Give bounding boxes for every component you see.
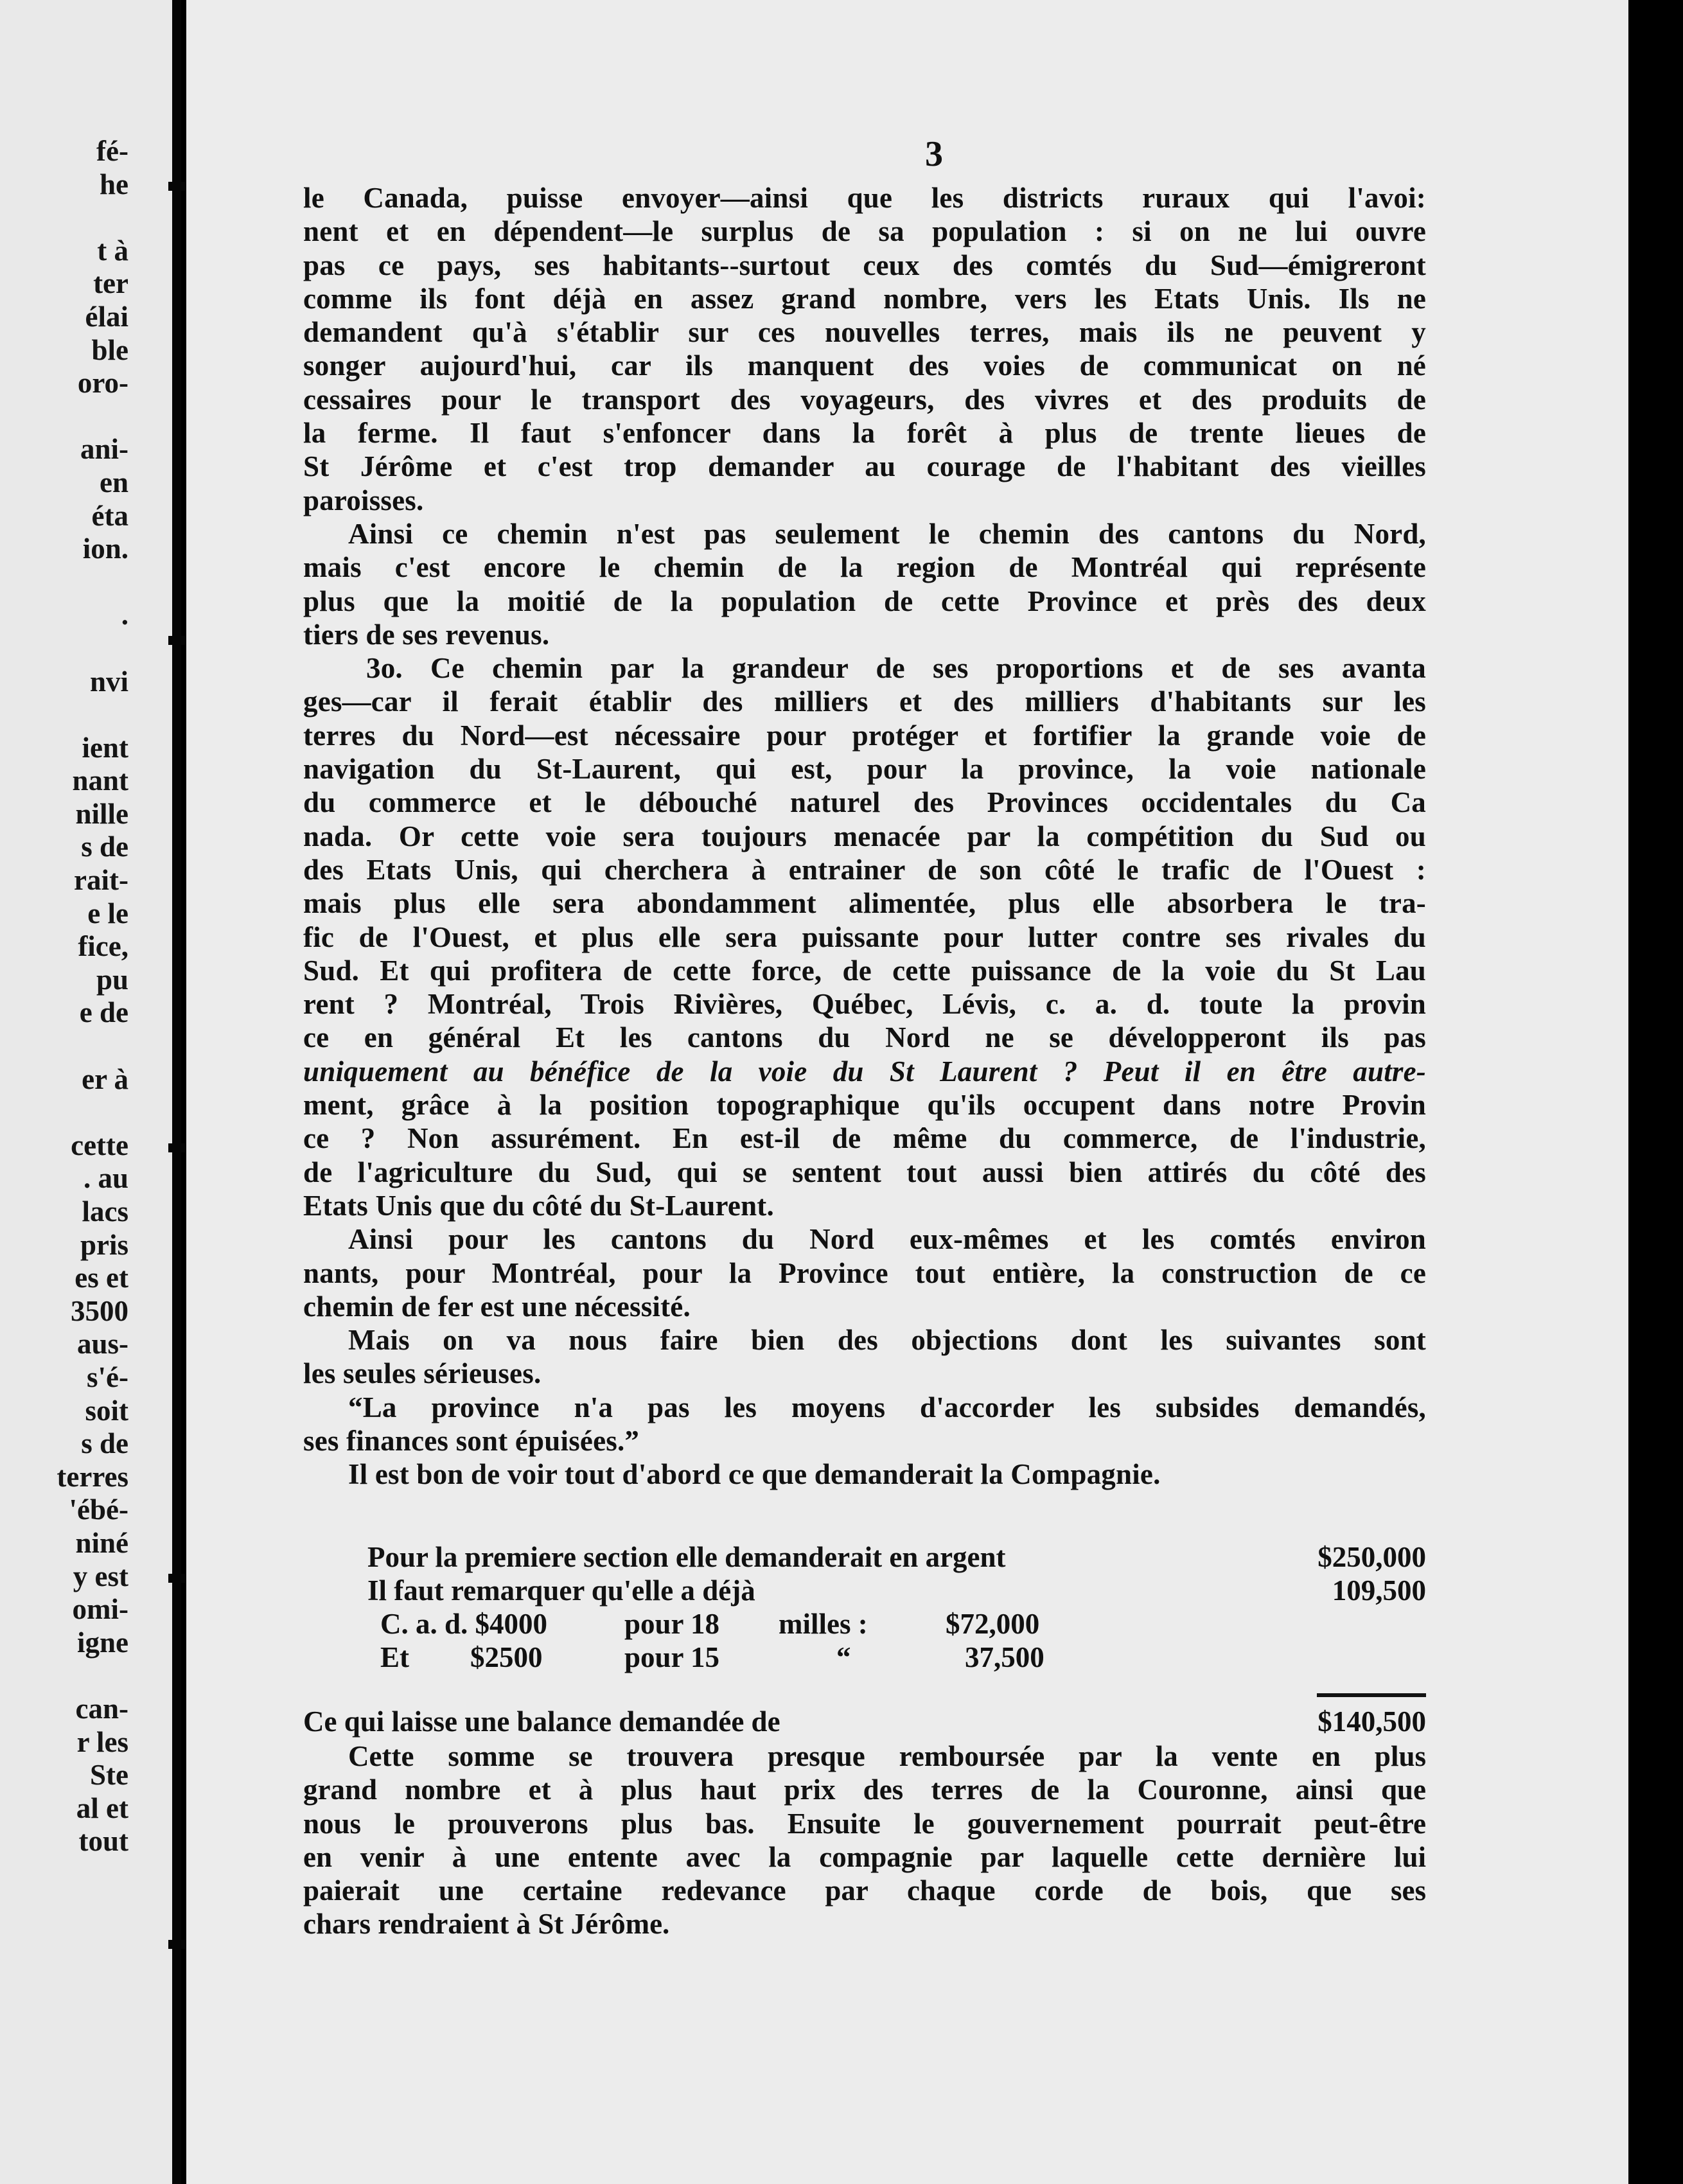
fragment-line: can- <box>75 1692 128 1725</box>
binding-tick <box>168 1940 185 1949</box>
ditto-mark: “ <box>836 1641 851 1673</box>
fragment-line <box>6 698 128 732</box>
facing-page-fragment <box>0 0 173 2184</box>
text-line: Sud. Et qui profitera de cette force, de cette puissance de la voie du St Lau <box>303 954 1426 987</box>
text-line: pas ce pays, ses habitants--surtout ceux des comtés du Sud—émigreront <box>303 249 1426 281</box>
text-line: de l'agriculture du Sud, qui se sentent tout aussi bien attirés du côté des <box>303 1156 1426 1188</box>
fragment-line: ter <box>93 267 128 300</box>
balance-row <box>303 1705 1426 1738</box>
text-line: navigation du St-Laurent, qui est, pour la province, la voie nationale <box>303 753 1426 786</box>
text-line: paierait une certaine redevance par chaque corde de bois, que ses <box>303 1874 1426 1907</box>
fragment-line: oro- <box>77 367 128 400</box>
text-line: fic de l'Ouest, et plus elle sera puissante pour lutter contre ses rivales du <box>303 920 1426 953</box>
fragment-line: terres <box>57 1460 128 1493</box>
binding-tick <box>168 1143 185 1152</box>
fragment-line: élai <box>85 300 128 333</box>
text-line: Mais on va nous faire bien des objections dont les suivantes sont <box>348 1324 1426 1357</box>
fragment-line <box>6 566 128 599</box>
text-line: 3o. Ce chemin par la grandeur de ses proportions et de ses avanta <box>366 652 1426 685</box>
text-line: paroisses. <box>303 484 424 516</box>
text-line: Ainsi ce chemin n'est pas seulement le chemin des cantons du Nord, <box>348 517 1426 550</box>
fragment-line: éta <box>91 499 128 532</box>
fragment-line: he <box>100 168 128 200</box>
account-row <box>303 1641 1426 1674</box>
account-detail: milles : <box>779 1608 868 1640</box>
fragment-line: aus- <box>76 1328 128 1361</box>
fragment-line: 'ébé- <box>69 1493 128 1526</box>
fragment-line: s de <box>81 831 128 863</box>
text-line: comme ils font déjà en assez grand nombre, vers les Etats Unis. Ils ne <box>303 282 1426 315</box>
text-line: du commerce et le débouché naturel des Provinces occidentales du Ca <box>303 786 1426 819</box>
fragment-line <box>6 1030 128 1063</box>
fragment-line <box>6 201 128 234</box>
text-line: cessaires pour le transport des voyageurs, des vivres et des produits de <box>303 383 1426 416</box>
fragment-line: r les <box>76 1725 128 1758</box>
account-amount: $250,000 <box>1317 1541 1426 1573</box>
text-line: terres du Nord—est nécessaire pour protéger et fortifier la grande voie de <box>303 719 1426 752</box>
text-line: plus que la moitié de la population de cette Province et près des deux <box>303 585 1426 617</box>
fragment-line: fé- <box>96 135 128 167</box>
account-label: Pour la premiere section elle demanderait en argent <box>367 1541 1006 1573</box>
fragment-line: . au <box>83 1162 128 1195</box>
closing-paragraph <box>303 1739 1426 1941</box>
text-line: les seules sérieuses. <box>303 1357 542 1390</box>
text-line: ce en général Et les cantons du Nord ne se développeront ils pas <box>303 1021 1426 1054</box>
text-line: rent ? Montréal, Trois Rivières, Québec, Lévis, c. a. d. toute la provin <box>303 988 1426 1021</box>
text-line: Cette somme se trouvera presque remboursée par la vente en plus <box>348 1740 1426 1772</box>
page <box>186 0 1628 2184</box>
text-line: le Canada, puisse envoyer—ainsi que les districts ruraux qui l'avoi: <box>303 182 1426 214</box>
text-line: mais plus elle sera abondamment alimentée, plus elle absorbera le tra- <box>303 887 1426 920</box>
fragment-line <box>6 1096 128 1129</box>
text-line: nent et en dépendent—le surplus de sa population : si on ne lui ouvre <box>303 215 1426 248</box>
account-detail: pour 18 <box>624 1608 719 1640</box>
body-text <box>303 181 1426 1492</box>
fragment-line: ani- <box>80 433 128 466</box>
text-line: demandent qu'à s'établir sur ces nouvelles terres, mais ils ne peuvent y <box>303 316 1426 349</box>
text-line: chemin de fer est une nécessité. <box>303 1290 691 1323</box>
account-detail: pour 15 <box>624 1641 719 1673</box>
fragment-line <box>6 632 128 665</box>
fragment-line: al et <box>76 1792 128 1824</box>
fragment-line: t à <box>97 234 128 267</box>
fragment-line <box>6 400 128 434</box>
scan-border <box>1628 0 1683 2184</box>
fragment-line: y est <box>73 1560 128 1592</box>
text-line: ce ? Non assurément. En est-il de même du commerce, de l'industrie, <box>303 1122 1426 1155</box>
text-line: chars rendraient à St Jérôme. <box>303 1908 670 1941</box>
account-detail: $2500 <box>470 1641 543 1673</box>
fragment-line: lacs <box>82 1195 128 1228</box>
account-detail: Et <box>380 1641 409 1673</box>
fragment-line <box>6 1659 128 1693</box>
fragment-line: tout <box>78 1825 128 1858</box>
fragment-line: niné <box>75 1526 128 1559</box>
binding-tick <box>168 636 185 645</box>
text-line: Il est bon de voir tout d'abord ce que demanderait la Compagnie. <box>348 1458 1161 1491</box>
text-line: tiers de ses revenus. <box>303 618 550 651</box>
fragment-line: igne <box>76 1626 128 1659</box>
text-line: la ferme. Il faut s'enfoncer dans la forêt à plus de trente lieues de <box>303 417 1426 450</box>
account-row <box>303 1540 1426 1574</box>
account-detail: C. a. d. $4000 <box>380 1608 548 1640</box>
binding-rule <box>172 0 181 2184</box>
text-line: Ainsi pour les cantons du Nord eux-mêmes et les comtés environ <box>348 1223 1426 1256</box>
text-line: grand nombre et à plus haut prix des terres de la Couronne, ainsi que <box>303 1774 1426 1806</box>
sum-rule <box>1317 1693 1426 1697</box>
fragment-line: 3500 <box>71 1294 128 1327</box>
fragment-line: rait- <box>74 864 128 897</box>
fragment-line: s'é- <box>87 1361 128 1393</box>
account-detail-amount: $72,000 <box>946 1608 1040 1640</box>
account-detail-amount: 37,500 <box>965 1641 1044 1673</box>
fragment-line: e le <box>87 897 128 929</box>
fragment-line: nille <box>75 797 128 830</box>
fragment-line: es et <box>75 1262 128 1294</box>
text-line: ment, grâce à la position topographique qu'ils occupent dans notre Provin <box>303 1089 1426 1122</box>
text-line: nous le prouverons plus bas. Ensuite le gouvernement pourrait peut-être <box>303 1807 1426 1840</box>
fragment-line: en <box>100 466 128 498</box>
fragment-line: pris <box>80 1228 128 1261</box>
account-row <box>303 1574 1426 1607</box>
fragment-line: omi- <box>72 1593 128 1626</box>
page-number: 3 <box>925 134 943 174</box>
text-line: uniquement au bénéfice de la voie du St Laurent ? Peut il en être autre- <box>303 1055 1426 1088</box>
fragment-line: ble <box>91 333 128 366</box>
text-line: ses finances sont épuisées.” <box>303 1424 640 1457</box>
binding-tick <box>168 1574 185 1583</box>
balance-amount: $140,500 <box>1317 1705 1426 1738</box>
text-line: “La province n'a pas les moyens d'accorder les subsides demandés, <box>348 1391 1426 1423</box>
binding-tick <box>168 182 185 191</box>
fragment-line: Ste <box>90 1759 128 1792</box>
text-line: Etats Unis que du côté du St-Laurent. <box>303 1189 774 1222</box>
fragment-line: . <box>121 599 128 631</box>
account-row <box>303 1607 1426 1641</box>
subsidy-accounts <box>303 1540 1426 1738</box>
fragment-line: cette <box>71 1129 128 1161</box>
text-line: ges—car il ferait établir des milliers et des milliers d'habitants sur les <box>303 685 1426 718</box>
fragment-line: soit <box>85 1394 128 1427</box>
text-line: nada. Or cette voie sera toujours menacée par la compétition du Sud ou <box>303 820 1426 852</box>
fragment-line: s de <box>81 1427 128 1460</box>
text-line: songer aujourd'hui, car ils manquent des voies de communicat on né <box>303 349 1426 382</box>
fragment-line: ion. <box>82 533 128 565</box>
account-amount: 109,500 <box>1332 1574 1426 1607</box>
balance-label: Ce qui laisse une balance demandée de <box>303 1705 780 1738</box>
fragment-line: ient <box>82 731 128 764</box>
fragment-line: er à <box>82 1062 128 1095</box>
fragment-line: nvi <box>89 665 128 698</box>
fragment-line: e de <box>79 996 128 1029</box>
text-line: St Jérôme et c'est trop demander au courage de l'habitant des vieilles <box>303 450 1426 483</box>
text-line: en venir à une entente avec la compagnie par laquelle cette dernière lui <box>303 1840 1426 1873</box>
text-line: nants, pour Montréal, pour la Province tout entière, la construction de ce <box>303 1256 1426 1289</box>
text-line: des Etats Unis, qui cherchera à entrainer de son côté le trafic de l'Ouest : <box>303 853 1426 886</box>
account-label: Il faut remarquer qu'elle a déjà <box>367 1574 755 1607</box>
facing-page-text <box>6 135 128 1858</box>
fragment-line: pu <box>96 963 128 996</box>
fragment-line: nant <box>72 764 128 797</box>
text-line: mais c'est encore le chemin de la region de Montréal qui représente <box>303 551 1426 584</box>
fragment-line: fice, <box>78 930 128 963</box>
